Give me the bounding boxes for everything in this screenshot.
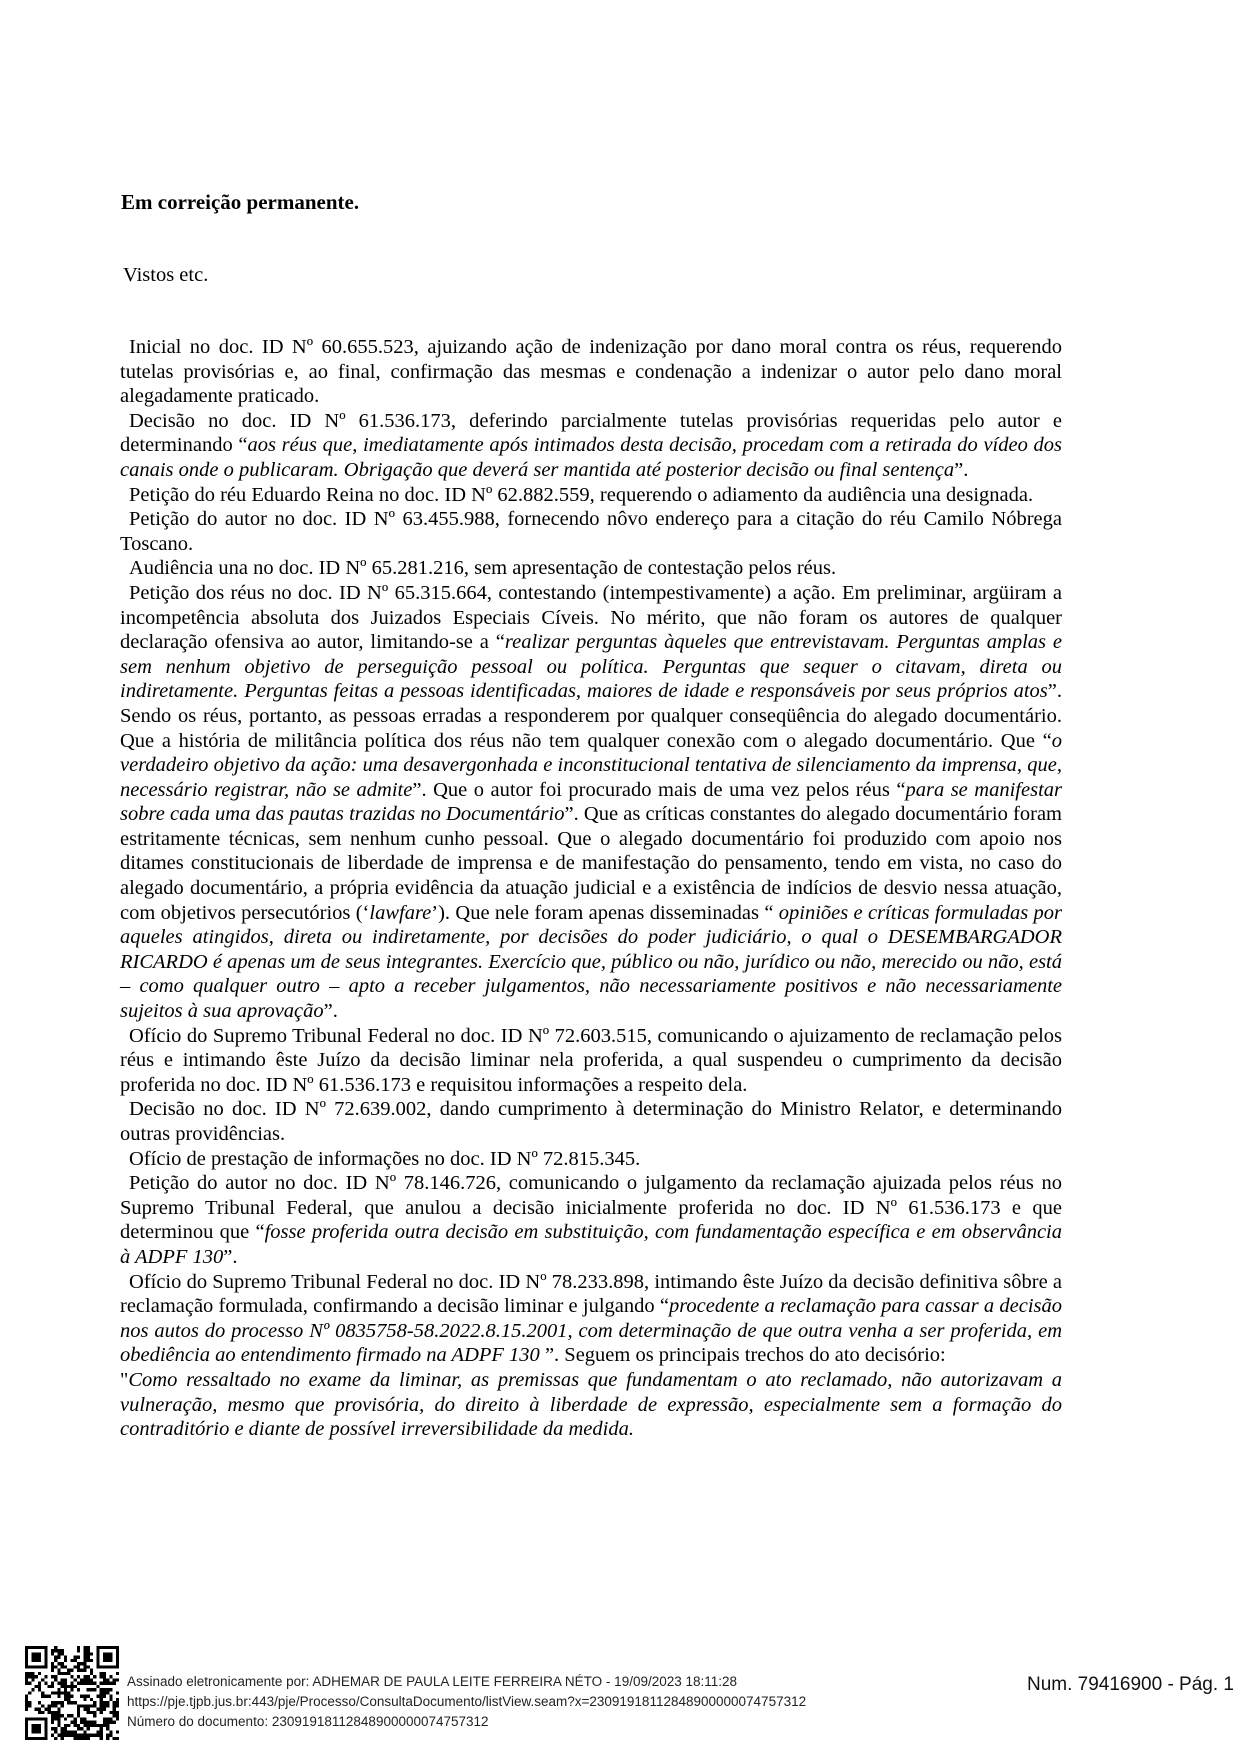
quoted-text: para se manifestar sobre cada uma das pautas trazidas no Documentário: [120, 778, 1062, 826]
text-segment: ”.: [223, 1245, 238, 1268]
paragraph: [120, 1097, 1062, 1146]
document-url[interactable]: https://pje.tjpb.jus.br:443/pje/Processo/ConsultaDocumento/listView.seam?x=23091918112848900000074757312: [127, 1694, 807, 1709]
text-segment: Ofício do Supremo Tribunal Federal no doc. ID Nº 72.603.515, comunicando o ajuizamento de reclamação pelos réus e intimando êste Juízo da decisão liminar nela proferida, a qual suspendeu o cumprimento da decisão proferida no doc. ID Nº 61.536.173 e requisitou informações a respeito dela.: [120, 1024, 1062, 1096]
quoted-text: aos réus que, imediatamente após intimados desta decisão, procedam com a retirada do vídeo dos canais onde o publicaram. Obrigação que deverá ser mantida até posterior decisão ou final sentença: [120, 434, 1062, 481]
opening-line: Vistos etc.: [123, 264, 209, 286]
quoted-text: Como ressaltado no exame da liminar, as premissas que fundamentam o ato reclamado, não autorizavam a vulneração, mesmo que provisória, do direito à liberdade de expressão, especialmente sem a formação do contraditório e diante de possível irreversibilidade da medida.: [120, 1368, 1062, 1441]
quoted-text: opiniões e críticas formuladas por aqueles atingidos, direta ou indiretamente, por decisões do poder judiciário, o qual o DESEMBARGADOR RICARDO é apenas um de seus integrantes. Exercício que, público ou não, jurídico ou não, merecido ou não, está – como qualquer outro – apto a receber julgamentos, não necessariamente positivos e não necessariamente sujeitos à sua aprovação: [120, 901, 1062, 1023]
text-segment: ”. Sendo os réus, portanto, as pessoas erradas a responderem por qualquer conseqüência do alegado documentário. Que a história de militância política dos réus não tem qualquer conexão com o alegado documentário. Que “: [120, 680, 1062, 752]
paragraph: [120, 335, 1062, 409]
text-segment: Decisão no doc. ID Nº 61.536.173, deferindo parcialmente tutelas provisórias requeridas pelo autor e determinando “: [120, 409, 1062, 457]
qr-code-icon: [24, 1645, 120, 1741]
paragraph: [120, 409, 1062, 483]
page-number: Num. 79416900 - Pág. 1: [1026, 1674, 1234, 1695]
text-segment: Petição do autor no doc. ID Nº 78.146.726, comunicando o julgamento da reclamação ajuizada pelos réus no Supremo Tribunal Federal, que anulou a decisão inicialmente proferida no doc. ID Nº 61.536.173 e que determinou que “: [120, 1172, 1062, 1244]
text-segment: ’). Que nele foram apenas disseminadas “: [431, 901, 779, 924]
text-segment: Ofício de prestação de informações no doc. ID Nº 72.815.345.: [129, 1147, 641, 1170]
heading: Em correição permanente.: [121, 190, 360, 214]
paragraph: [120, 1024, 1062, 1098]
quoted-text: fosse proferida outra decisão em substituição, com fundamentação específica e em observância à ADPF 130: [120, 1221, 1062, 1268]
signature-footer: [0, 1635, 1240, 1745]
body-text: [120, 335, 1062, 1442]
text-segment: ”.: [323, 1000, 338, 1023]
paragraph: [120, 1147, 1062, 1172]
quoted-text: lawfare: [369, 901, 432, 924]
text-segment: Petição do autor no doc. ID Nº 63.455.988, fornecendo nôvo endereço para a citação do réu Camilo Nóbrega Toscano.: [120, 508, 1062, 555]
paragraph: [120, 581, 1062, 1024]
text-segment: Petição do réu Eduardo Reina no doc. ID Nº 62.882.559, requerendo o adiamento da audiência una designada.: [129, 483, 1034, 506]
text-segment: ”.: [954, 458, 969, 481]
text-segment: Decisão no doc. ID Nº 72.639.002, dando cumprimento à determinação do Ministro Relator, e determinando outras providências.: [120, 1098, 1062, 1145]
paragraph: [120, 483, 1062, 508]
paragraph: [120, 556, 1062, 581]
signature-block: [127, 1672, 806, 1732]
document-number: Número do documento: 23091918112848900000074757312: [127, 1714, 489, 1729]
text-segment: Ofício do Supremo Tribunal Federal no doc. ID Nº 78.233.898, intimando êste Juízo da decisão definitiva sôbre a reclamação formulada, confirmando a decisão liminar e julgando “: [120, 1270, 1062, 1318]
signed-by: Assinado eletronicamente por: ADHEMAR DE PAULA LEITE FERREIRA NÉTO - 19/09/2023 18:11:28: [127, 1674, 738, 1689]
quoted-text: procedente a reclamação para cassar a decisão nos autos do processo Nº 0835758-58.2022.8.15.2001, com determinação de que outra venha a ser proferida, em obediência ao entendimento firmado na ADPF 130: [120, 1295, 1063, 1367]
text-segment: Audiência una no doc. ID Nº 65.281.216, sem apresentação de contestação pelos réus.: [129, 557, 837, 580]
text-segment: ”. Que as críticas constantes do alegado documentário foram estritamente técnicas, sem nenhum cunho pessoal. Que o alegado documentário foi produzido com apoio nos ditames constitucionais de liberdade de imprensa e de manifestação do pensamento, tendo em vista, no caso do alegado documentário, a própria evidência da atuação judicial e a existência de indícios de desvio nessa atuação, com objetivos persecutórios (‘: [120, 803, 1062, 924]
paragraph: [120, 1368, 1062, 1442]
text-segment: ": [120, 1368, 129, 1391]
text-segment: ”. Que o autor foi procurado mais de uma vez pelos réus “: [412, 778, 906, 801]
text-segment: Petição dos réus no doc. ID Nº 65.315.664, contestando (intempestivamente) a ação. Em preliminar, argüiram a incompetência absoluta dos Juizados Especiais Cíveis. No mérito, que não foram os autores de qualquer declaração ofensiva ao autor, limitando-se a “: [120, 581, 1062, 654]
paragraph: [120, 507, 1062, 556]
text-segment: Inicial no doc. ID Nº 60.655.523, ajuizando ação de indenização por dano moral contra os réus, requerendo tutelas provisórias e, ao final, confirmação das mesmas e condenação a indenizar o autor pelo dano moral alegadamente praticado.: [120, 336, 1062, 408]
quoted-text: realizar perguntas àqueles que entrevistavam. Perguntas amplas e sem nenhum objetivo de perseguição pessoal ou política. Perguntas que sequer o citavam, direta ou indiretamente. Perguntas feitas a pessoas identificadas, maiores de idade e responsáveis por seus próprios atos: [120, 631, 1062, 703]
paragraph: [120, 1171, 1062, 1269]
text-segment: ”. Seguem os principais trechos do ato decisório:: [539, 1344, 946, 1367]
quoted-text: o verdadeiro objetivo da ação: uma desavergonhada e inconstitucional tentativa de silenciamento da imprensa, que, necessário registrar, não se admite: [120, 729, 1062, 801]
paragraph: [120, 1270, 1062, 1368]
